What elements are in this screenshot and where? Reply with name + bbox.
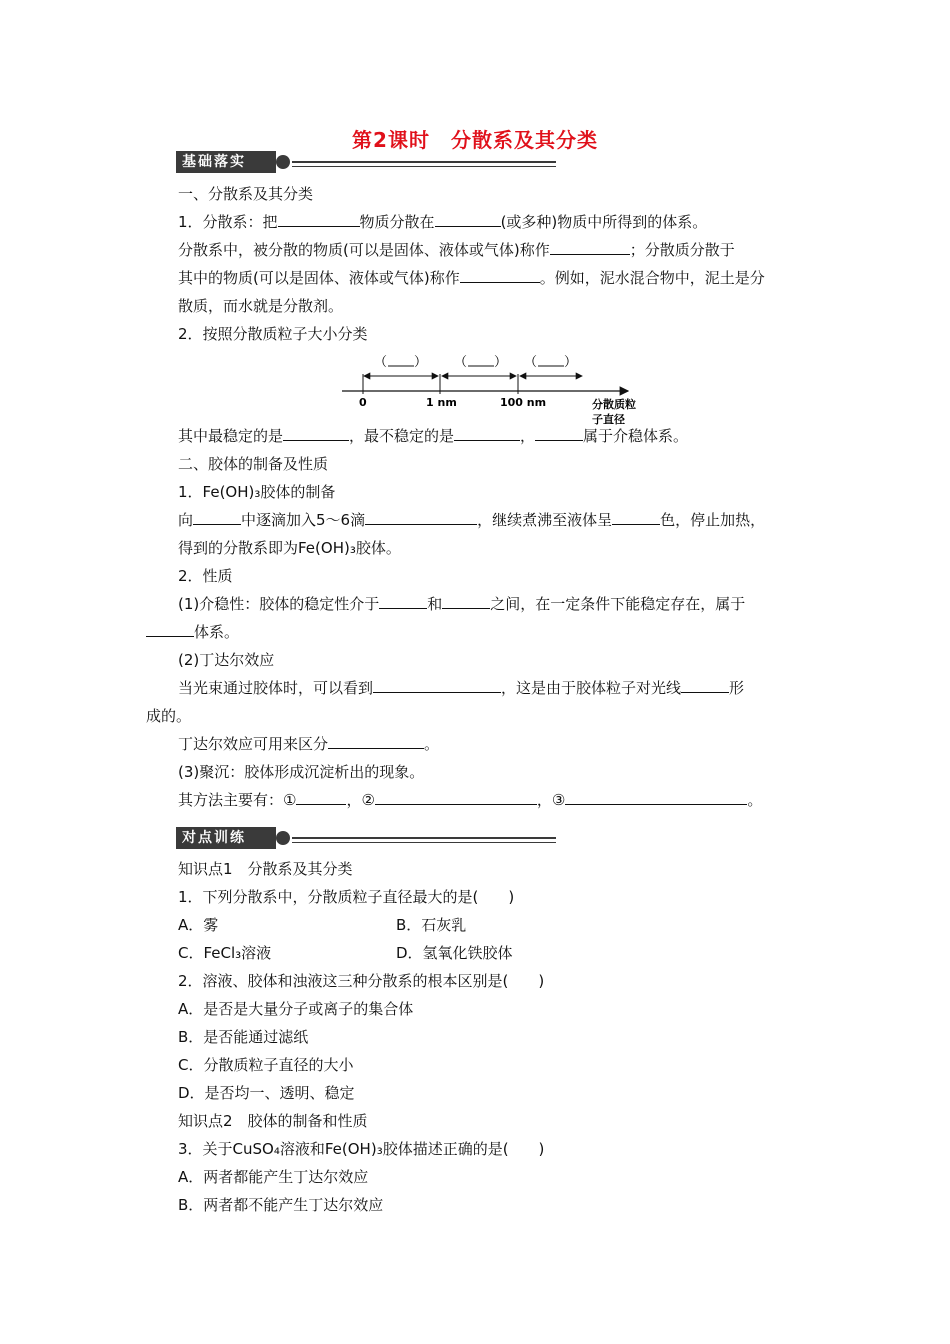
knowledge-point-1: 知识点1 分散系及其分类: [178, 860, 353, 878]
paren-open: （: [454, 355, 468, 370]
question-1: 1．下列分散系中，分散质粒子直径最大的是( ): [178, 888, 515, 906]
fill-blank[interactable]: [296, 789, 346, 805]
tick-label: 100 nm: [500, 396, 547, 409]
section-header-label: 基础落实: [176, 151, 276, 173]
prep-line: 得到的分散系即为Fe(OH)₃胶体。: [178, 539, 401, 557]
metastability-line: 体系。: [146, 621, 239, 643]
fill-blank[interactable]: [146, 621, 194, 637]
prep-title: 1．Fe(OH)₃胶体的制备: [178, 483, 336, 501]
header-rule: [292, 842, 556, 843]
fill-blank[interactable]: [379, 593, 427, 609]
option-c: C．分散质粒子直径的大小: [178, 1056, 354, 1074]
question-3: 3．关于CuSO₄溶液和Fe(OH)₃胶体描述正确的是( ): [178, 1140, 545, 1158]
fill-blank[interactable]: [375, 789, 537, 805]
header-rule: [292, 166, 556, 167]
tick-label: 0: [359, 396, 367, 409]
paren-close: ）: [564, 355, 578, 370]
particle-size-diagram: [330, 344, 660, 432]
metastability-line: (1)介稳性：胶体的稳定性介于 和 之间，在一定条件下能稳定存在，属于: [178, 595, 746, 613]
question-2: 2．溶液、胶体和浊液这三种分散系的根本区别是( ): [178, 972, 545, 990]
header-rule: [292, 837, 556, 839]
stability-line: 其中最稳定的是 ，最不稳定的是 ， 属于介稳体系。: [178, 427, 689, 445]
option-c: C．FeCl₃溶液: [178, 944, 272, 962]
paragraph-line: 其中的物质(可以是固体、液体或气体)称作 。例如，泥水混合物中，泥土是分: [178, 269, 765, 287]
option-a: A．是否是大量分子或离子的集合体: [178, 1000, 414, 1018]
item-2-classification: 2．按照分散质粒子大小分类: [178, 325, 368, 343]
tick-label: 1 nm: [426, 396, 457, 409]
fill-blank[interactable]: [460, 267, 540, 283]
tyndall-line: 当光束通过胶体时，可以看到 ，这是由于胶体粒子对光线 形: [178, 679, 745, 697]
fill-blank[interactable]: [328, 733, 424, 749]
fill-blank[interactable]: [283, 425, 349, 441]
heading-colloid: 二、胶体的制备及性质: [178, 455, 329, 473]
bullet-dot-icon: [276, 831, 290, 845]
fill-blank[interactable]: [435, 211, 501, 227]
option-d: D．氢氧化铁胶体: [396, 944, 513, 962]
axis-label: 分散质粒: [592, 398, 636, 411]
tyndall-line: 成的。: [146, 707, 192, 725]
fill-blank[interactable]: [278, 211, 360, 227]
fill-blank[interactable]: [681, 677, 729, 693]
tyndall-line: 丁达尔效应可用来区分 。: [178, 735, 440, 753]
item-1-definition: 1．分散系：把 物质分散在 (或多种)物质中所得到的体系。: [178, 213, 708, 231]
fill-blank[interactable]: [612, 509, 660, 525]
option-b: B．石灰乳: [396, 916, 467, 934]
fill-blank[interactable]: [565, 789, 747, 805]
option-a: A．雾: [178, 916, 219, 934]
bullet-dot-icon: [276, 155, 290, 169]
coagulation-title: (3)聚沉：胶体形成沉淀析出的现象。: [178, 763, 425, 781]
option-d: D．是否均一、透明、稳定: [178, 1084, 355, 1102]
header-rule: [292, 161, 556, 163]
fill-blank[interactable]: [535, 425, 583, 441]
paren-open: （: [524, 355, 538, 370]
paragraph-line: 散质，而水就是分散剂。: [178, 297, 344, 315]
knowledge-point-2: 知识点2 胶体的制备和性质: [178, 1112, 368, 1130]
fill-blank[interactable]: [365, 509, 477, 525]
axis-label: 子直径: [592, 413, 625, 426]
heading-dispersion: 一、分散系及其分类: [178, 185, 314, 203]
paren-open: （: [374, 355, 388, 370]
paragraph-line: 分散系中，被分散的物质(可以是固体、液体或气体)称作 ；分散质分散于: [178, 241, 735, 259]
properties-title: 2．性质: [178, 567, 233, 585]
paren-close: ）: [414, 355, 428, 370]
option-b: B．是否能通过滤纸: [178, 1028, 309, 1046]
page-title: 第2课时 分散系及其分类: [352, 128, 598, 152]
option-b: B．两者都不能产生丁达尔效应: [178, 1196, 384, 1214]
option-a: A．两者都能产生丁达尔效应: [178, 1168, 369, 1186]
fill-blank[interactable]: [454, 425, 520, 441]
paren-close: ）: [494, 355, 508, 370]
fill-blank[interactable]: [373, 677, 501, 693]
tyndall-title: (2)丁达尔效应: [178, 651, 275, 669]
section-header-label: 对点训练: [176, 827, 276, 849]
fill-blank[interactable]: [550, 239, 630, 255]
fill-blank[interactable]: [442, 593, 490, 609]
fill-blank[interactable]: [193, 509, 241, 525]
coagulation-methods: 其方法主要有：① ，② ，③ 。: [178, 791, 763, 809]
prep-line: 向 中逐滴加入5～6滴 ，继续煮沸至液体呈 色，停止加热，: [178, 511, 766, 529]
